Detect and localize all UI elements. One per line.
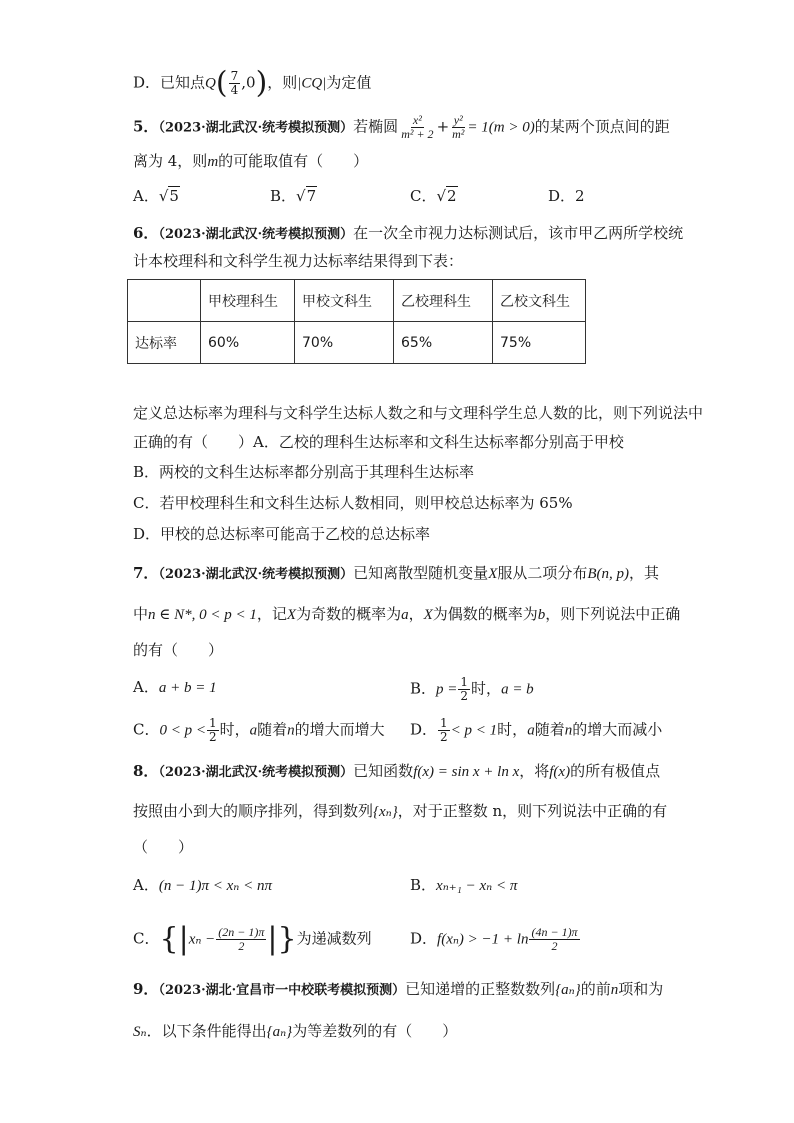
q9-stem-line2: Sₙ．以下条件能得出{aₙ}为等差数列的有（ ） xyxy=(133,1022,458,1040)
q6-stem-line2: 计本校理科和文科学生视力达标率结果得到下表： xyxy=(133,252,464,270)
distance: |CQ| xyxy=(297,75,327,92)
table-row-label: 达标率 xyxy=(128,322,201,364)
q8-option-d: D．f(xₙ) > −1 + ln $\frac{(4n - 1)\pi}{2}$ xyxy=(410,925,578,953)
q8-option-a: A．(n − 1)π < xₙ < nπ xyxy=(133,876,272,894)
table-header-cell: 甲校文科生 xyxy=(295,280,394,322)
q7-option-c: C．0 < p < $\frac{1}{2}$ 时，a随着n的增大而增大 xyxy=(133,716,385,744)
source-tag: （2023·湖北武汉·统考模拟预测） xyxy=(158,227,354,242)
q7-stem-line2: 中n ∈ N*, 0 < p < 1，记X为奇数的概率为a，X为偶数的概率为b，则下列说法中正确 xyxy=(133,605,681,623)
source-tag: （2023·湖北武汉·统考模拟预测） xyxy=(158,567,354,582)
source-tag: （2023·湖北武汉·统考模拟预测） xyxy=(158,120,354,136)
source-tag: （2023·湖北·宜昌市一中校联考模拟预测） xyxy=(158,983,406,998)
table-header-cell: 乙校文科生 xyxy=(493,280,586,322)
option-text: D．已知点 xyxy=(133,73,206,92)
table-row xyxy=(128,322,586,364)
q5-option-a: A．√5 xyxy=(133,187,179,205)
q6-option-b: B．两校的文科生达标率都分别高于其理科生达标率 xyxy=(133,463,475,481)
pass-rate-table xyxy=(127,279,586,364)
table-cell: 60% xyxy=(201,322,295,364)
q6-definition-line2: 正确的有（ ）A．乙校的理科生达标率和文科生达标率都分别高于甲校 xyxy=(133,433,624,451)
q7-option-a: A．a + b = 1 xyxy=(133,678,217,696)
q9-stem-line1: 9．（2023·湖北·宜昌市一中校联考模拟预测）已知递增的正整数数列{aₙ}的前n项和为 xyxy=(133,980,664,998)
q7-option-d: D． $\frac{1}{2}$ < p < 1时，a随着n的增大而减小 xyxy=(410,716,663,744)
point-name: Q xyxy=(205,75,216,92)
source-tag: （2023·湖北武汉·统考模拟预测） xyxy=(158,765,354,780)
q8-option-b: B．xₙ₊₁ − xₙ < π xyxy=(410,876,518,894)
table-cell: 65% xyxy=(394,322,493,364)
ellipse-x-term: $\frac{\text{x²}}{\text{m² + 2}}$ xyxy=(401,113,434,141)
table-header-cell: 甲校理科生 xyxy=(201,280,295,322)
table-header-cell xyxy=(128,280,201,322)
table-cell: 70% xyxy=(295,322,394,364)
q6-stem-line1: 6．（2023·湖北武汉·统考模拟预测）在一次全市视力达标测试后，该市甲乙两所学校统 xyxy=(133,224,684,242)
q8-stem-line2: 按照由小到大的顺序排列，得到数列{xₙ}，对于正整数 n，则下列说法中正确的有 xyxy=(133,802,668,820)
q5-stem-line2: 离为 4，则m的可能取值有（ ） xyxy=(133,152,369,170)
q6-option-d: D．甲校的总达标率可能高于乙校的总达标率 xyxy=(133,525,431,543)
q8-option-c: C．{|xₙ − $\frac{(2n - 1)\pi}{2}$ |}为递减数列 xyxy=(133,921,372,957)
q8-stem-line1: 8．（2023·湖北武汉·统考模拟预测）已知函数f(x) = sin x + ln x，将f(x)的所有极值点 xyxy=(133,762,661,780)
q5-option-d: D．2 xyxy=(548,187,585,205)
q5-stem-line1: 5．（2023·湖北武汉·统考模拟预测）若椭圆 $\frac{\text{x²}}{\text{m² + 2}}$ + $\frac{\text{y²}}{\text{m²}}$ = 1(m > 0)的某两个顶点间的距 xyxy=(133,113,670,141)
q4-option-d: D．已知点Q( $\frac{7}{4}$ ,0)，则|CQ|为定值 xyxy=(133,65,372,101)
q5-option-c: C．√2 xyxy=(410,187,457,205)
table-cell: 75% xyxy=(493,322,586,364)
q5-option-b: B．√7 xyxy=(270,187,317,205)
q7-stem-line1: 7．（2023·湖北武汉·统考模拟预测）已知离散型随机变量X服从二项分布B(n, p)，其 xyxy=(133,564,660,582)
q6-definition-line1: 定义总达标率为理科与文科学生达标人数之和与文理科学生总人数的比，则下列说法中 xyxy=(133,404,704,422)
fraction: $\frac{7}{4}$ xyxy=(230,69,239,97)
q7-stem-line3: 的有（ ） xyxy=(133,641,224,659)
table-header-cell: 乙校理科生 xyxy=(394,280,493,322)
q7-option-b: B．p = $\frac{1}{2}$ 时，a = b xyxy=(410,675,534,703)
ellipse-y-term: $\frac{\text{y²}}{\text{m²}}$ xyxy=(452,113,465,141)
table-header-row xyxy=(128,280,586,322)
q6-option-c: C．若甲校理科生和文科生达标人数相同，则甲校总达标率为 65% xyxy=(133,494,573,512)
q8-stem-line3: （ ） xyxy=(133,838,194,856)
